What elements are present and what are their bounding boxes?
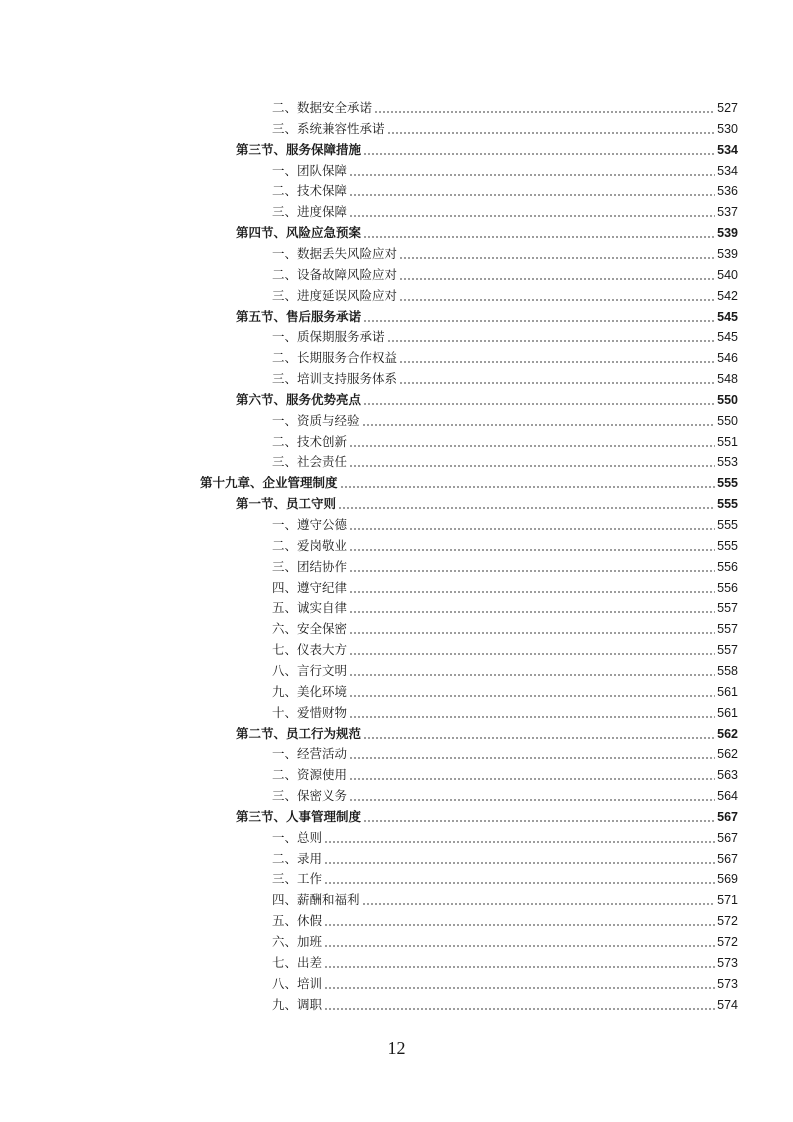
toc-entry-title: 一、总则	[272, 829, 323, 845]
dot-leader	[363, 320, 715, 322]
dot-leader	[363, 236, 715, 238]
toc-subsection-entry[interactable]	[272, 534, 738, 554]
toc-entry-title: 三、进度延误风险应对	[272, 287, 398, 303]
toc-entry-page: 572	[717, 935, 738, 949]
dot-leader	[324, 945, 715, 947]
toc-entry-page: 527	[717, 101, 738, 115]
toc-subsection-entry[interactable]	[272, 284, 738, 304]
toc-entry-page: 573	[717, 976, 738, 991]
toc-entry-title: 二、技术创新	[272, 433, 348, 449]
toc-subsection-entry[interactable]	[272, 555, 738, 575]
toc-entry-page: 562	[717, 747, 738, 762]
toc-subsection-entry[interactable]	[272, 346, 738, 366]
dot-leader	[324, 924, 715, 926]
toc-subsection-entry[interactable]	[272, 242, 738, 262]
dot-leader	[324, 1008, 715, 1010]
toc-subsection-entry[interactable]	[272, 596, 738, 616]
toc-entry-page: 542	[717, 288, 738, 303]
toc-entry-page: 557	[717, 643, 738, 658]
toc-subsection-entry[interactable]	[272, 680, 738, 700]
toc-entry-page: 539	[717, 246, 738, 261]
dot-leader	[349, 215, 715, 217]
toc-entry-page: 550	[717, 413, 738, 428]
toc-entry-title: 第一节、员工守则	[236, 496, 337, 512]
toc-subsection-entry[interactable]	[272, 638, 738, 658]
toc-entry-title: 第十九章、企业管理制度	[200, 475, 338, 491]
dot-leader	[362, 903, 716, 905]
toc-chapter-entry[interactable]	[200, 471, 738, 491]
toc-subsection-entry[interactable]	[272, 826, 738, 846]
toc-subsection-entry[interactable]	[272, 847, 738, 867]
toc-entry-title: 一、经营活动	[272, 746, 348, 762]
dot-leader	[349, 591, 715, 593]
toc-entry-page: 555	[717, 476, 738, 491]
dot-leader	[399, 278, 715, 280]
dot-leader	[349, 549, 715, 551]
toc-entry-title: 第五节、售后服务承诺	[236, 308, 362, 324]
dot-leader	[349, 570, 715, 572]
dot-leader	[363, 153, 715, 155]
toc-section-entry[interactable]	[236, 805, 738, 825]
toc-entry-title: 第三节、服务保障措施	[236, 141, 362, 157]
toc-entry-page: 545	[717, 309, 738, 324]
toc-subsection-entry[interactable]	[272, 159, 738, 179]
toc-entry-page: 557	[717, 601, 738, 616]
toc-entry-title: 五、休假	[272, 913, 323, 929]
toc-entry-title: 八、言行文明	[272, 662, 348, 678]
toc-entry-title: 第四节、风险应急预案	[236, 225, 362, 241]
dot-leader	[349, 716, 715, 718]
dot-leader	[363, 820, 715, 822]
toc-entry-page: 555	[717, 518, 738, 532]
dot-leader	[349, 465, 715, 467]
toc-entry-title: 第六节、服务优势亮点	[236, 391, 362, 407]
toc-subsection-entry[interactable]	[272, 200, 738, 220]
toc-entry-page: 534	[717, 163, 738, 178]
dot-leader	[349, 528, 715, 530]
toc-entry-page: 555	[717, 497, 738, 512]
toc-entry-title: 一、数据丢失风险应对	[272, 245, 398, 261]
toc-entry-page: 561	[717, 684, 738, 699]
dot-leader	[349, 632, 715, 634]
toc-subsection-entry[interactable]	[272, 179, 738, 199]
toc-entry-page: 537	[717, 205, 738, 220]
dot-leader	[349, 194, 715, 196]
toc-subsection-entry[interactable]	[272, 325, 738, 345]
toc-entry-title: 三、社会责任	[272, 454, 348, 470]
toc-entry-title: 二、技术保障	[272, 183, 348, 199]
toc-entry-page: 553	[717, 455, 738, 470]
toc-entry-page: 562	[717, 726, 738, 741]
toc-entry-page: 557	[717, 622, 738, 637]
toc-entry-title: 四、遵守纪律	[272, 579, 348, 595]
toc-entry-page: 530	[717, 121, 738, 136]
dot-leader	[324, 987, 715, 989]
dot-leader	[349, 778, 715, 780]
toc-entry-title: 七、仪表大方	[272, 642, 348, 658]
toc-entry-title: 一、质保期服务承诺	[272, 329, 385, 345]
toc-entry-title: 二、长期服务合作权益	[272, 350, 398, 366]
toc-subsection-entry[interactable]	[272, 993, 738, 1013]
toc-entry-page: 548	[717, 372, 738, 387]
toc-subsection-entry[interactable]	[272, 930, 738, 950]
toc-subsection-entry[interactable]	[272, 701, 738, 721]
dot-leader	[349, 674, 715, 676]
toc-subsection-entry[interactable]	[272, 867, 738, 887]
toc-entry-title: 九、调职	[272, 996, 323, 1012]
toc-entry-title: 三、团结协作	[272, 558, 348, 574]
toc-subsection-entry[interactable]	[272, 513, 738, 533]
toc-entry-title: 五、诚实自律	[272, 600, 348, 616]
toc-entry-title: 第二节、员工行为规范	[236, 725, 362, 741]
toc-entry-page: 534	[717, 142, 738, 157]
toc-entry-page: 563	[717, 768, 738, 783]
dot-leader	[349, 695, 715, 697]
toc-entry-title: 二、爱岗敬业	[272, 537, 348, 553]
dot-leader	[349, 174, 715, 176]
toc-entry-title: 一、团队保障	[272, 162, 348, 178]
dot-leader	[363, 737, 715, 739]
toc-subsection-entry[interactable]	[272, 409, 738, 429]
toc-subsection-entry[interactable]	[272, 742, 738, 762]
dot-leader	[349, 445, 715, 447]
dot-leader	[349, 757, 715, 759]
toc-entry-page: 556	[717, 559, 738, 574]
toc-entry-title: 一、遵守公德	[272, 517, 348, 532]
toc-entry-title: 第三节、人事管理制度	[236, 808, 362, 824]
toc-subsection-entry[interactable]	[272, 430, 738, 450]
toc-section-entry[interactable]	[236, 388, 738, 408]
toc-subsection-entry[interactable]	[272, 367, 738, 387]
toc-entry-page: 546	[717, 351, 738, 366]
dot-leader	[387, 132, 716, 134]
toc-entry-title: 三、进度保障	[272, 204, 348, 220]
toc-entry-page: 550	[717, 392, 738, 407]
toc-entry-title: 八、培训	[272, 975, 323, 991]
dot-leader	[362, 424, 716, 426]
dot-leader	[338, 507, 715, 509]
toc-entry-title: 二、录用	[272, 850, 323, 866]
toc-subsection-entry[interactable]	[272, 263, 738, 283]
toc-entry-page: 561	[717, 705, 738, 720]
dot-leader	[324, 841, 715, 843]
toc-entry-page: 545	[717, 330, 738, 345]
toc-entry-title: 六、安全保密	[272, 621, 348, 637]
toc-subsection-entry[interactable]	[272, 888, 738, 908]
toc-entry-page: 567	[717, 830, 738, 845]
toc-section-entry[interactable]	[236, 722, 738, 742]
toc-entry-page: 556	[717, 580, 738, 595]
toc-entry-page: 574	[717, 997, 738, 1012]
toc-section-entry[interactable]	[236, 492, 738, 512]
toc-subsection-entry[interactable]	[272, 972, 738, 992]
toc-entry-title: 二、数据安全承诺	[272, 100, 373, 115]
toc-entry-title: 三、培训支持服务体系	[272, 371, 398, 387]
toc-entry-title: 三、保密义务	[272, 788, 348, 804]
toc-entry-page: 555	[717, 538, 738, 553]
toc-section-entry[interactable]	[236, 138, 738, 158]
toc-entry-page: 572	[717, 914, 738, 929]
toc-subsection-entry[interactable]	[272, 659, 738, 679]
toc-subsection-entry[interactable]	[272, 117, 738, 137]
toc-entry-title: 十、爱惜财物	[272, 704, 348, 720]
toc-entry-title: 四、薪酬和福利	[272, 892, 360, 908]
toc-entry-page: 569	[717, 872, 738, 887]
toc-entry-page: 539	[717, 226, 738, 241]
dot-leader	[399, 257, 715, 259]
toc-subsection-entry[interactable]	[272, 951, 738, 971]
toc-entry-title: 二、资源使用	[272, 767, 348, 783]
dot-leader	[349, 799, 715, 801]
toc-subsection-entry[interactable]	[272, 763, 738, 783]
toc-entry-title: 一、资质与经验	[272, 412, 360, 428]
toc-subsection-entry[interactable]	[272, 909, 738, 929]
dot-leader	[349, 611, 715, 613]
dot-leader	[324, 882, 715, 884]
toc-entry-page: 558	[717, 663, 738, 678]
dot-leader	[374, 111, 715, 113]
toc-subsection-entry[interactable]	[272, 576, 738, 596]
dot-leader	[349, 653, 715, 655]
toc-entry-page: 540	[717, 267, 738, 282]
dot-leader	[324, 862, 715, 864]
dot-leader	[399, 299, 715, 301]
dot-leader	[324, 966, 715, 968]
toc-section-entry[interactable]	[236, 221, 738, 241]
toc-entry-page: 573	[717, 955, 738, 970]
toc-entry-page: 551	[717, 434, 738, 449]
dot-leader	[399, 361, 715, 363]
dot-leader	[363, 403, 715, 405]
toc-entry-page: 567	[717, 809, 738, 824]
toc-entry-title: 三、工作	[272, 871, 323, 887]
toc-entry-title: 六、加班	[272, 934, 323, 949]
toc-entry-page: 567	[717, 851, 738, 866]
toc-entry-title: 九、美化环境	[272, 683, 348, 699]
toc-subsection-entry[interactable]	[272, 617, 738, 637]
toc-entry-title: 七、出差	[272, 954, 323, 970]
toc-entry-page: 536	[717, 184, 738, 199]
toc-subsection-entry[interactable]	[272, 784, 738, 804]
page-number: 12	[387, 1038, 406, 1058]
toc-entry-title: 二、设备故障风险应对	[272, 266, 398, 282]
toc-section-entry[interactable]	[236, 305, 738, 325]
dot-leader	[399, 382, 715, 384]
toc-entry-page: 571	[717, 893, 738, 908]
dot-leader	[340, 486, 716, 488]
toc-subsection-entry[interactable]	[272, 96, 738, 116]
toc-entry-title: 三、系统兼容性承诺	[272, 120, 385, 136]
toc-entry-page: 564	[717, 789, 738, 804]
dot-leader	[387, 340, 716, 342]
toc-subsection-entry[interactable]	[272, 450, 738, 470]
